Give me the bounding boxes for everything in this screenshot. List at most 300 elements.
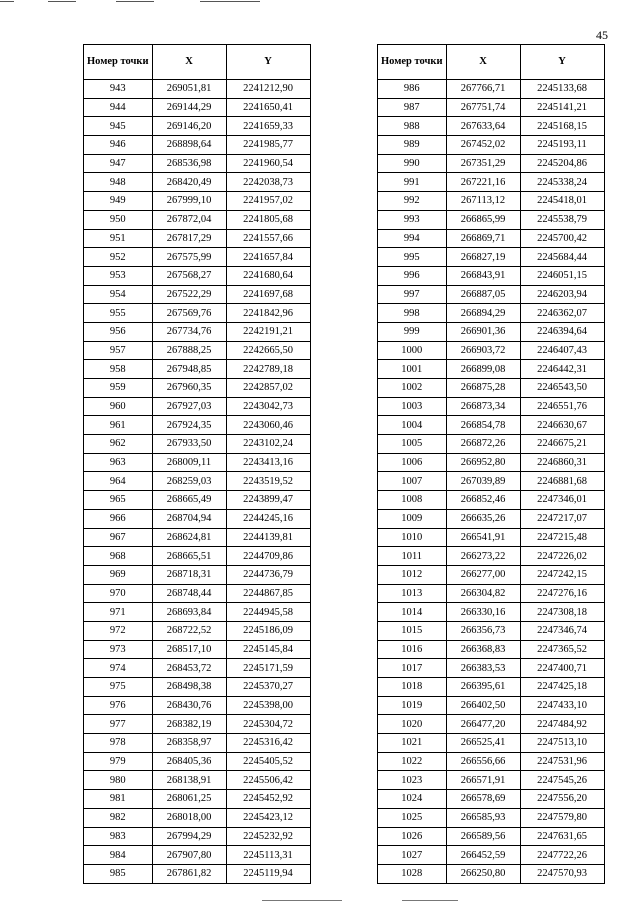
table-row [378,734,605,753]
cell-y: 2243899,47 [226,491,310,510]
table-row [84,547,311,566]
table-row [84,640,311,659]
cell-y: 2247242,15 [520,565,604,584]
cell-point-number: 945 [84,117,153,136]
cell-y: 2245193,11 [520,136,604,155]
table-row [84,248,311,267]
cell-x: 268665,51 [152,547,226,566]
cell-x: 267452,02 [446,136,520,155]
table-row [378,621,605,640]
cell-y: 2246203,94 [520,285,604,304]
table-row [84,322,311,341]
cell-point-number: 1022 [378,752,447,771]
cell-y: 2245506,42 [226,771,310,790]
table-row [378,192,605,211]
cell-point-number: 967 [84,528,153,547]
cell-point-number: 962 [84,435,153,454]
cell-y: 2246543,50 [520,379,604,398]
table-row [378,341,605,360]
cell-y: 2244736,79 [226,565,310,584]
cell-y: 2242857,02 [226,379,310,398]
cell-y: 2241212,90 [226,80,310,99]
page-number: 45 [596,28,608,42]
table-row [378,491,605,510]
cell-x: 267933,50 [152,435,226,454]
table-row [84,827,311,846]
cell-y: 2245113,31 [226,846,310,865]
cell-y: 2247722,26 [520,846,604,865]
cell-x: 268420,49 [152,173,226,192]
table-row [84,360,311,379]
cell-point-number: 981 [84,790,153,809]
table-row [84,678,311,697]
cell-x: 266571,91 [446,771,520,790]
table-row [84,435,311,454]
table-row [378,322,605,341]
cell-x: 267568,27 [152,266,226,285]
table-row [84,117,311,136]
cell-point-number: 988 [378,117,447,136]
cell-point-number: 959 [84,379,153,398]
cell-x: 266556,66 [446,752,520,771]
cell-y: 2247531,96 [520,752,604,771]
cell-x: 266852,46 [446,491,520,510]
table-row [378,154,605,173]
table-row [378,584,605,603]
table-row [378,715,605,734]
header-x: X [446,45,520,80]
cell-point-number: 999 [378,322,447,341]
cell-y: 2245316,42 [226,734,310,753]
cell-point-number: 1000 [378,341,447,360]
cell-point-number: 972 [84,621,153,640]
cell-y: 2243519,52 [226,472,310,491]
cell-y: 2245145,84 [226,640,310,659]
table-row [378,173,605,192]
coordinates-table-left [83,44,311,884]
cell-point-number: 958 [84,360,153,379]
cell-y: 2247346,01 [520,491,604,510]
cell-point-number: 1014 [378,603,447,622]
cell-x: 266273,22 [446,547,520,566]
cell-point-number: 1018 [378,678,447,697]
table-row [378,509,605,528]
cell-point-number: 1004 [378,416,447,435]
cell-x: 268748,44 [152,584,226,603]
cell-x: 268624,81 [152,528,226,547]
cell-point-number: 975 [84,678,153,697]
cell-y: 2247433,10 [520,696,604,715]
table-row [84,603,311,622]
cell-point-number: 976 [84,696,153,715]
cell-point-number: 955 [84,304,153,323]
table-row [378,752,605,771]
table-row [378,547,605,566]
cell-x: 268517,10 [152,640,226,659]
cell-y: 2247400,71 [520,659,604,678]
cell-y: 2244139,81 [226,528,310,547]
table-row [378,229,605,248]
cell-point-number: 1023 [378,771,447,790]
cell-y: 2244245,16 [226,509,310,528]
cell-y: 2242789,18 [226,360,310,379]
cell-y: 2241957,02 [226,192,310,211]
table-row [84,491,311,510]
table-row [84,192,311,211]
cell-y: 2247570,93 [520,864,604,883]
cell-point-number: 1005 [378,435,447,454]
cell-point-number: 977 [84,715,153,734]
cell-x: 268358,97 [152,734,226,753]
table-row [84,229,311,248]
cell-y: 2245338,24 [520,173,604,192]
cell-x: 267351,29 [446,154,520,173]
table-row [84,453,311,472]
table-row [84,659,311,678]
cell-x: 266277,00 [446,565,520,584]
cell-point-number: 1012 [378,565,447,584]
cell-point-number: 990 [378,154,447,173]
cell-x: 267999,10 [152,192,226,211]
cell-x: 268536,98 [152,154,226,173]
cell-point-number: 996 [378,266,447,285]
cell-y: 2241657,84 [226,248,310,267]
cell-y: 2247579,80 [520,808,604,827]
cell-y: 2245186,09 [226,621,310,640]
table-row [84,304,311,323]
cell-point-number: 979 [84,752,153,771]
cell-point-number: 1027 [378,846,447,865]
cell-point-number: 1028 [378,864,447,883]
table-row [378,678,605,697]
table-row [84,379,311,398]
table-row [378,80,605,99]
cell-x: 267766,71 [446,80,520,99]
coordinates-table-right [377,44,605,884]
cell-point-number: 969 [84,565,153,584]
cell-point-number: 1013 [378,584,447,603]
cell-x: 267039,89 [446,472,520,491]
scan-edge-marks-top [0,0,640,6]
table-row [84,173,311,192]
cell-x: 268259,03 [152,472,226,491]
cell-x: 267221,16 [446,173,520,192]
table-row [84,98,311,117]
cell-y: 2245452,92 [226,790,310,809]
cell-y: 2241680,64 [226,266,310,285]
table-header-row [378,45,605,80]
cell-y: 2247217,07 [520,509,604,528]
table-row [378,528,605,547]
cell-x: 266901,36 [446,322,520,341]
cell-point-number: 968 [84,547,153,566]
cell-x: 266589,56 [446,827,520,846]
cell-x: 266304,82 [446,584,520,603]
cell-y: 2245405,52 [226,752,310,771]
cell-y: 2241985,77 [226,136,310,155]
cell-y: 2245141,21 [520,98,604,117]
table-row [378,266,605,285]
table-row [378,136,605,155]
header-point-number: Номер точки [84,45,153,80]
cell-x: 267861,82 [152,864,226,883]
cell-x: 268898,64 [152,136,226,155]
table-row [84,472,311,491]
cell-x: 268430,76 [152,696,226,715]
cell-x: 266368,83 [446,640,520,659]
table-row [378,379,605,398]
cell-x: 266872,26 [446,435,520,454]
cell-point-number: 1024 [378,790,447,809]
cell-point-number: 947 [84,154,153,173]
cell-point-number: 997 [378,285,447,304]
cell-point-number: 950 [84,210,153,229]
table-row [378,640,605,659]
cell-y: 2246407,43 [520,341,604,360]
cell-x: 266452,59 [446,846,520,865]
cell-y: 2245119,94 [226,864,310,883]
cell-x: 268665,49 [152,491,226,510]
cell-point-number: 943 [84,80,153,99]
cell-x: 269051,81 [152,80,226,99]
cell-x: 269144,29 [152,98,226,117]
cell-x: 266903,72 [446,341,520,360]
cell-x: 268718,31 [152,565,226,584]
cell-x: 268498,38 [152,678,226,697]
cell-y: 2247276,16 [520,584,604,603]
cell-point-number: 953 [84,266,153,285]
header-y: Y [226,45,310,80]
cell-point-number: 984 [84,846,153,865]
table-row [378,285,605,304]
cell-x: 266843,91 [446,266,520,285]
cell-y: 2241805,68 [226,210,310,229]
cell-x: 266635,26 [446,509,520,528]
table-row [84,734,311,753]
table-row [84,771,311,790]
cell-y: 2241842,96 [226,304,310,323]
cell-y: 2245684,44 [520,248,604,267]
cell-x: 266585,93 [446,808,520,827]
table-row [378,659,605,678]
cell-point-number: 1021 [378,734,447,753]
cell-point-number: 1019 [378,696,447,715]
cell-x: 268704,94 [152,509,226,528]
table-row [378,827,605,846]
cell-point-number: 1008 [378,491,447,510]
cell-y: 2241659,33 [226,117,310,136]
cell-x: 266887,05 [446,285,520,304]
cell-x: 267907,80 [152,846,226,865]
cell-y: 2246442,31 [520,360,604,379]
cell-x: 266865,99 [446,210,520,229]
table-row [84,154,311,173]
header-y: Y [520,45,604,80]
cell-x: 266250,80 [446,864,520,883]
cell-y: 2243413,16 [226,453,310,472]
cell-x: 268693,84 [152,603,226,622]
cell-y: 2246860,31 [520,453,604,472]
cell-point-number: 963 [84,453,153,472]
cell-point-number: 980 [84,771,153,790]
table-row [84,80,311,99]
cell-y: 2245423,12 [226,808,310,827]
table-row [378,435,605,454]
cell-point-number: 1016 [378,640,447,659]
cell-point-number: 992 [378,192,447,211]
cell-x: 266827,19 [446,248,520,267]
cell-x: 267633,64 [446,117,520,136]
header-x: X [152,45,226,80]
cell-x: 267888,25 [152,341,226,360]
table-row [378,117,605,136]
cell-y: 2244945,58 [226,603,310,622]
cell-x: 266854,78 [446,416,520,435]
cell-point-number: 1015 [378,621,447,640]
cell-y: 2246394,64 [520,322,604,341]
cell-y: 2245232,92 [226,827,310,846]
cell-y: 2242038,73 [226,173,310,192]
cell-x: 266952,80 [446,453,520,472]
cell-point-number: 986 [378,80,447,99]
cell-y: 2241960,54 [226,154,310,173]
cell-point-number: 978 [84,734,153,753]
table-row [84,341,311,360]
cell-x: 267994,29 [152,827,226,846]
cell-y: 2247226,02 [520,547,604,566]
cell-x: 268453,72 [152,659,226,678]
table-row [84,416,311,435]
table-row [84,509,311,528]
cell-point-number: 966 [84,509,153,528]
cell-y: 2245370,27 [226,678,310,697]
table-row [378,304,605,323]
cell-point-number: 998 [378,304,447,323]
table-row [84,808,311,827]
cell-y: 2247545,26 [520,771,604,790]
cell-y: 2247365,52 [520,640,604,659]
cell-point-number: 957 [84,341,153,360]
table-row [84,752,311,771]
cell-x: 268009,11 [152,453,226,472]
cell-point-number: 989 [378,136,447,155]
cell-x: 267522,29 [152,285,226,304]
cell-x: 268722,52 [152,621,226,640]
cell-y: 2247425,18 [520,678,604,697]
cell-point-number: 1020 [378,715,447,734]
cell-point-number: 1017 [378,659,447,678]
cell-y: 2244709,86 [226,547,310,566]
cell-point-number: 985 [84,864,153,883]
cell-x: 268138,91 [152,771,226,790]
table-row [84,528,311,547]
cell-point-number: 1011 [378,547,447,566]
cell-y: 2243060,46 [226,416,310,435]
cell-point-number: 973 [84,640,153,659]
cell-point-number: 965 [84,491,153,510]
cell-point-number: 1002 [378,379,447,398]
cell-y: 2246675,21 [520,435,604,454]
table-row [84,565,311,584]
cell-x: 267872,04 [152,210,226,229]
cell-x: 268405,36 [152,752,226,771]
cell-y: 2243102,24 [226,435,310,454]
cell-point-number: 970 [84,584,153,603]
cell-point-number: 944 [84,98,153,117]
table-row [378,603,605,622]
header-point-number: Номер точки [378,45,447,80]
cell-y: 2245171,59 [226,659,310,678]
cell-x: 266894,29 [446,304,520,323]
cell-y: 2243042,73 [226,397,310,416]
table-row [378,472,605,491]
cell-x: 267575,99 [152,248,226,267]
cell-x: 266578,69 [446,790,520,809]
table-row [378,416,605,435]
table-row [84,621,311,640]
cell-y: 2242191,21 [226,322,310,341]
cell-x: 268382,19 [152,715,226,734]
cell-x: 267569,76 [152,304,226,323]
cell-x: 267948,85 [152,360,226,379]
cell-y: 2245304,72 [226,715,310,734]
cell-point-number: 1006 [378,453,447,472]
table-row [378,846,605,865]
cell-y: 2245418,01 [520,192,604,211]
cell-y: 2247484,92 [520,715,604,734]
cell-y: 2245700,42 [520,229,604,248]
cell-x: 267960,35 [152,379,226,398]
cell-point-number: 1009 [378,509,447,528]
cell-x: 266899,08 [446,360,520,379]
cell-point-number: 1001 [378,360,447,379]
table-row [378,808,605,827]
cell-x: 266525,41 [446,734,520,753]
cell-y: 2245133,68 [520,80,604,99]
cell-point-number: 991 [378,173,447,192]
cell-y: 2245398,00 [226,696,310,715]
table-row [378,248,605,267]
cell-y: 2247346,74 [520,621,604,640]
table-row [84,285,311,304]
table-row [378,696,605,715]
cell-point-number: 960 [84,397,153,416]
table-row [378,397,605,416]
table-row [378,98,605,117]
cell-y: 2245168,15 [520,117,604,136]
cell-y: 2247513,10 [520,734,604,753]
cell-y: 2246881,68 [520,472,604,491]
cell-point-number: 952 [84,248,153,267]
cell-x: 266356,73 [446,621,520,640]
cell-x: 266395,61 [446,678,520,697]
cell-point-number: 971 [84,603,153,622]
cell-y: 2245538,79 [520,210,604,229]
cell-y: 2241650,41 [226,98,310,117]
cell-y: 2247556,20 [520,790,604,809]
table-row [378,453,605,472]
table-row [84,864,311,883]
cell-point-number: 1003 [378,397,447,416]
cell-point-number: 954 [84,285,153,304]
cell-x: 268018,00 [152,808,226,827]
cell-x: 266869,71 [446,229,520,248]
cell-point-number: 946 [84,136,153,155]
cell-point-number: 993 [378,210,447,229]
cell-x: 266873,34 [446,397,520,416]
cell-y: 2242665,50 [226,341,310,360]
cell-x: 266383,53 [446,659,520,678]
